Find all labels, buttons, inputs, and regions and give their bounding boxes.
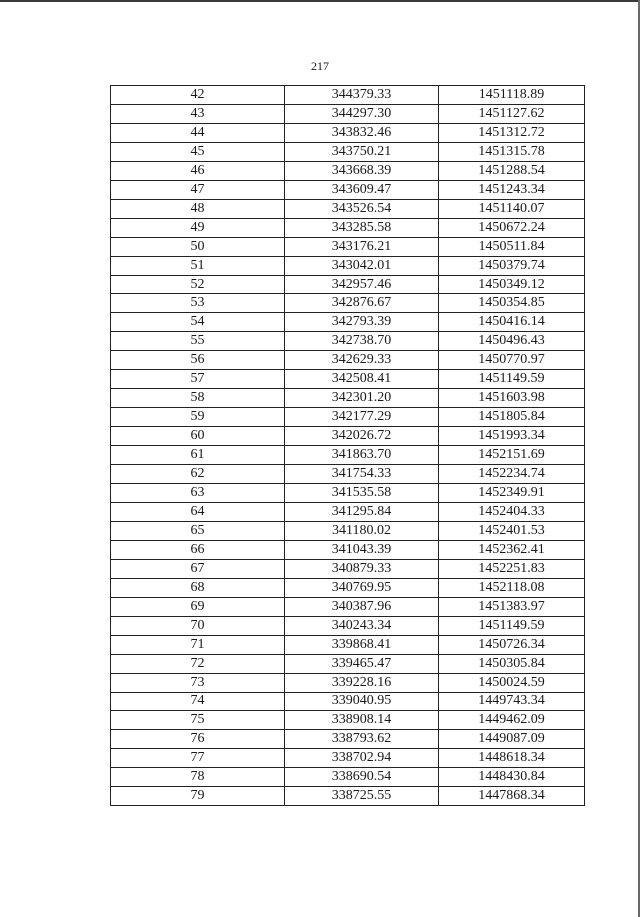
- y-coordinate-cell: 1450770.97: [439, 351, 585, 370]
- table-row: [111, 749, 585, 768]
- table-row: [111, 597, 585, 616]
- table-row: [111, 142, 585, 161]
- y-coordinate-cell: 1448618.34: [439, 749, 585, 768]
- y-coordinate-cell: 1449462.09: [439, 711, 585, 730]
- y-coordinate-cell: 1451603.98: [439, 389, 585, 408]
- table-row: [111, 502, 585, 521]
- table-row: [111, 199, 585, 218]
- x-coordinate-cell: 343609.47: [285, 180, 439, 199]
- x-coordinate-cell: 343668.39: [285, 161, 439, 180]
- table-row: [111, 787, 585, 806]
- table-row: [111, 768, 585, 787]
- point-number-cell: 59: [111, 408, 285, 427]
- y-coordinate-cell: 1450496.43: [439, 332, 585, 351]
- x-coordinate-cell: 342876.67: [285, 294, 439, 313]
- x-coordinate-cell: 342957.46: [285, 275, 439, 294]
- table-row: [111, 180, 585, 199]
- table-row: [111, 218, 585, 237]
- x-coordinate-cell: 342793.39: [285, 313, 439, 332]
- y-coordinate-cell: 1452401.53: [439, 521, 585, 540]
- point-number-cell: 44: [111, 123, 285, 142]
- x-coordinate-cell: 343042.01: [285, 256, 439, 275]
- y-coordinate-cell: 1449743.34: [439, 692, 585, 711]
- table-row: [111, 294, 585, 313]
- table-row: [111, 332, 585, 351]
- y-coordinate-cell: 1447868.34: [439, 787, 585, 806]
- x-coordinate-cell: 343832.46: [285, 123, 439, 142]
- point-number-cell: 71: [111, 635, 285, 654]
- x-coordinate-cell: 338725.55: [285, 787, 439, 806]
- point-number-cell: 43: [111, 104, 285, 123]
- table-row: [111, 521, 585, 540]
- point-number-cell: 54: [111, 313, 285, 332]
- table-row: [111, 408, 585, 427]
- point-number-cell: 48: [111, 199, 285, 218]
- y-coordinate-cell: 1450726.34: [439, 635, 585, 654]
- page-top-edge: [0, 0, 640, 2]
- table-row: [111, 654, 585, 673]
- point-number-cell: 68: [111, 578, 285, 597]
- table-row: [111, 465, 585, 484]
- x-coordinate-cell: 340243.34: [285, 616, 439, 635]
- table-row: [111, 730, 585, 749]
- point-number-cell: 77: [111, 749, 285, 768]
- y-coordinate-cell: 1450672.24: [439, 218, 585, 237]
- table-row: [111, 237, 585, 256]
- table-row: [111, 313, 585, 332]
- page-number: 217: [311, 59, 329, 73]
- point-number-cell: 46: [111, 161, 285, 180]
- y-coordinate-cell: 1451383.97: [439, 597, 585, 616]
- table-row: [111, 578, 585, 597]
- point-number-cell: 64: [111, 502, 285, 521]
- x-coordinate-cell: 341754.33: [285, 465, 439, 484]
- x-coordinate-cell: 338690.54: [285, 768, 439, 787]
- point-number-cell: 60: [111, 427, 285, 446]
- point-number-cell: 61: [111, 446, 285, 465]
- table-row: [111, 389, 585, 408]
- table-row: [111, 692, 585, 711]
- x-coordinate-cell: 338793.62: [285, 730, 439, 749]
- x-coordinate-cell: 341535.58: [285, 484, 439, 503]
- point-number-cell: 55: [111, 332, 285, 351]
- x-coordinate-cell: 341295.84: [285, 502, 439, 521]
- point-number-cell: 69: [111, 597, 285, 616]
- y-coordinate-cell: 1452349.91: [439, 484, 585, 503]
- x-coordinate-cell: 343750.21: [285, 142, 439, 161]
- y-coordinate-cell: 1449087.09: [439, 730, 585, 749]
- point-number-cell: 70: [111, 616, 285, 635]
- y-coordinate-cell: 1452118.08: [439, 578, 585, 597]
- table-row: [111, 540, 585, 559]
- x-coordinate-cell: 339228.16: [285, 673, 439, 692]
- x-coordinate-cell: 339868.41: [285, 635, 439, 654]
- y-coordinate-cell: 1452151.69: [439, 446, 585, 465]
- table-row: [111, 446, 585, 465]
- table-row: [111, 370, 585, 389]
- y-coordinate-cell: 1452251.83: [439, 559, 585, 578]
- x-coordinate-cell: 342508.41: [285, 370, 439, 389]
- table-row: [111, 123, 585, 142]
- point-number-cell: 51: [111, 256, 285, 275]
- y-coordinate-cell: 1450511.84: [439, 237, 585, 256]
- point-number-cell: 67: [111, 559, 285, 578]
- x-coordinate-cell: 342026.72: [285, 427, 439, 446]
- y-coordinate-cell: 1452234.74: [439, 465, 585, 484]
- point-number-cell: 42: [111, 86, 285, 105]
- table-row: [111, 275, 585, 294]
- y-coordinate-cell: 1450024.59: [439, 673, 585, 692]
- y-coordinate-cell: 1451993.34: [439, 427, 585, 446]
- x-coordinate-cell: 342629.33: [285, 351, 439, 370]
- y-coordinate-cell: 1450416.14: [439, 313, 585, 332]
- coordinate-table-body: [111, 86, 585, 806]
- x-coordinate-cell: 344379.33: [285, 86, 439, 105]
- point-number-cell: 45: [111, 142, 285, 161]
- point-number-cell: 53: [111, 294, 285, 313]
- x-coordinate-cell: 340387.96: [285, 597, 439, 616]
- y-coordinate-cell: 1451805.84: [439, 408, 585, 427]
- table-row: [111, 427, 585, 446]
- point-number-cell: 57: [111, 370, 285, 389]
- point-number-cell: 75: [111, 711, 285, 730]
- x-coordinate-cell: 340879.33: [285, 559, 439, 578]
- y-coordinate-cell: 1452362.41: [439, 540, 585, 559]
- x-coordinate-cell: 343285.58: [285, 218, 439, 237]
- point-number-cell: 56: [111, 351, 285, 370]
- x-coordinate-cell: 344297.30: [285, 104, 439, 123]
- table-row: [111, 559, 585, 578]
- table-row: [111, 351, 585, 370]
- point-number-cell: 63: [111, 484, 285, 503]
- x-coordinate-cell: 338702.94: [285, 749, 439, 768]
- y-coordinate-cell: 1451149.59: [439, 370, 585, 389]
- y-coordinate-cell: 1451149.59: [439, 616, 585, 635]
- point-number-cell: 52: [111, 275, 285, 294]
- table-row: [111, 635, 585, 654]
- x-coordinate-cell: 341043.39: [285, 540, 439, 559]
- point-number-cell: 50: [111, 237, 285, 256]
- y-coordinate-cell: 1450349.12: [439, 275, 585, 294]
- x-coordinate-cell: 340769.95: [285, 578, 439, 597]
- x-coordinate-cell: 341180.02: [285, 521, 439, 540]
- table-row: [111, 104, 585, 123]
- point-number-cell: 49: [111, 218, 285, 237]
- point-number-cell: 74: [111, 692, 285, 711]
- table-row: [111, 616, 585, 635]
- y-coordinate-cell: 1451118.89: [439, 86, 585, 105]
- table-row: [111, 484, 585, 503]
- table-row: [111, 161, 585, 180]
- point-number-cell: 47: [111, 180, 285, 199]
- x-coordinate-cell: 342177.29: [285, 408, 439, 427]
- table-row: [111, 673, 585, 692]
- x-coordinate-cell: 339040.95: [285, 692, 439, 711]
- y-coordinate-cell: 1451140.07: [439, 199, 585, 218]
- y-coordinate-cell: 1451127.62: [439, 104, 585, 123]
- x-coordinate-cell: 341863.70: [285, 446, 439, 465]
- x-coordinate-cell: 339465.47: [285, 654, 439, 673]
- x-coordinate-cell: 338908.14: [285, 711, 439, 730]
- y-coordinate-cell: 1452404.33: [439, 502, 585, 521]
- table-row: [111, 711, 585, 730]
- y-coordinate-cell: 1451315.78: [439, 142, 585, 161]
- y-coordinate-cell: 1451243.34: [439, 180, 585, 199]
- y-coordinate-cell: 1448430.84: [439, 768, 585, 787]
- y-coordinate-cell: 1450379.74: [439, 256, 585, 275]
- y-coordinate-cell: 1451288.54: [439, 161, 585, 180]
- point-number-cell: 66: [111, 540, 285, 559]
- point-number-cell: 58: [111, 389, 285, 408]
- x-coordinate-cell: 342301.20: [285, 389, 439, 408]
- coordinate-table: [110, 85, 585, 806]
- y-coordinate-cell: 1451312.72: [439, 123, 585, 142]
- point-number-cell: 72: [111, 654, 285, 673]
- point-number-cell: 65: [111, 521, 285, 540]
- table-row: [111, 256, 585, 275]
- point-number-cell: 78: [111, 768, 285, 787]
- point-number-cell: 62: [111, 465, 285, 484]
- x-coordinate-cell: 343526.54: [285, 199, 439, 218]
- point-number-cell: 76: [111, 730, 285, 749]
- x-coordinate-cell: 342738.70: [285, 332, 439, 351]
- x-coordinate-cell: 343176.21: [285, 237, 439, 256]
- y-coordinate-cell: 1450305.84: [439, 654, 585, 673]
- table-row: [111, 86, 585, 105]
- y-coordinate-cell: 1450354.85: [439, 294, 585, 313]
- point-number-cell: 79: [111, 787, 285, 806]
- point-number-cell: 73: [111, 673, 285, 692]
